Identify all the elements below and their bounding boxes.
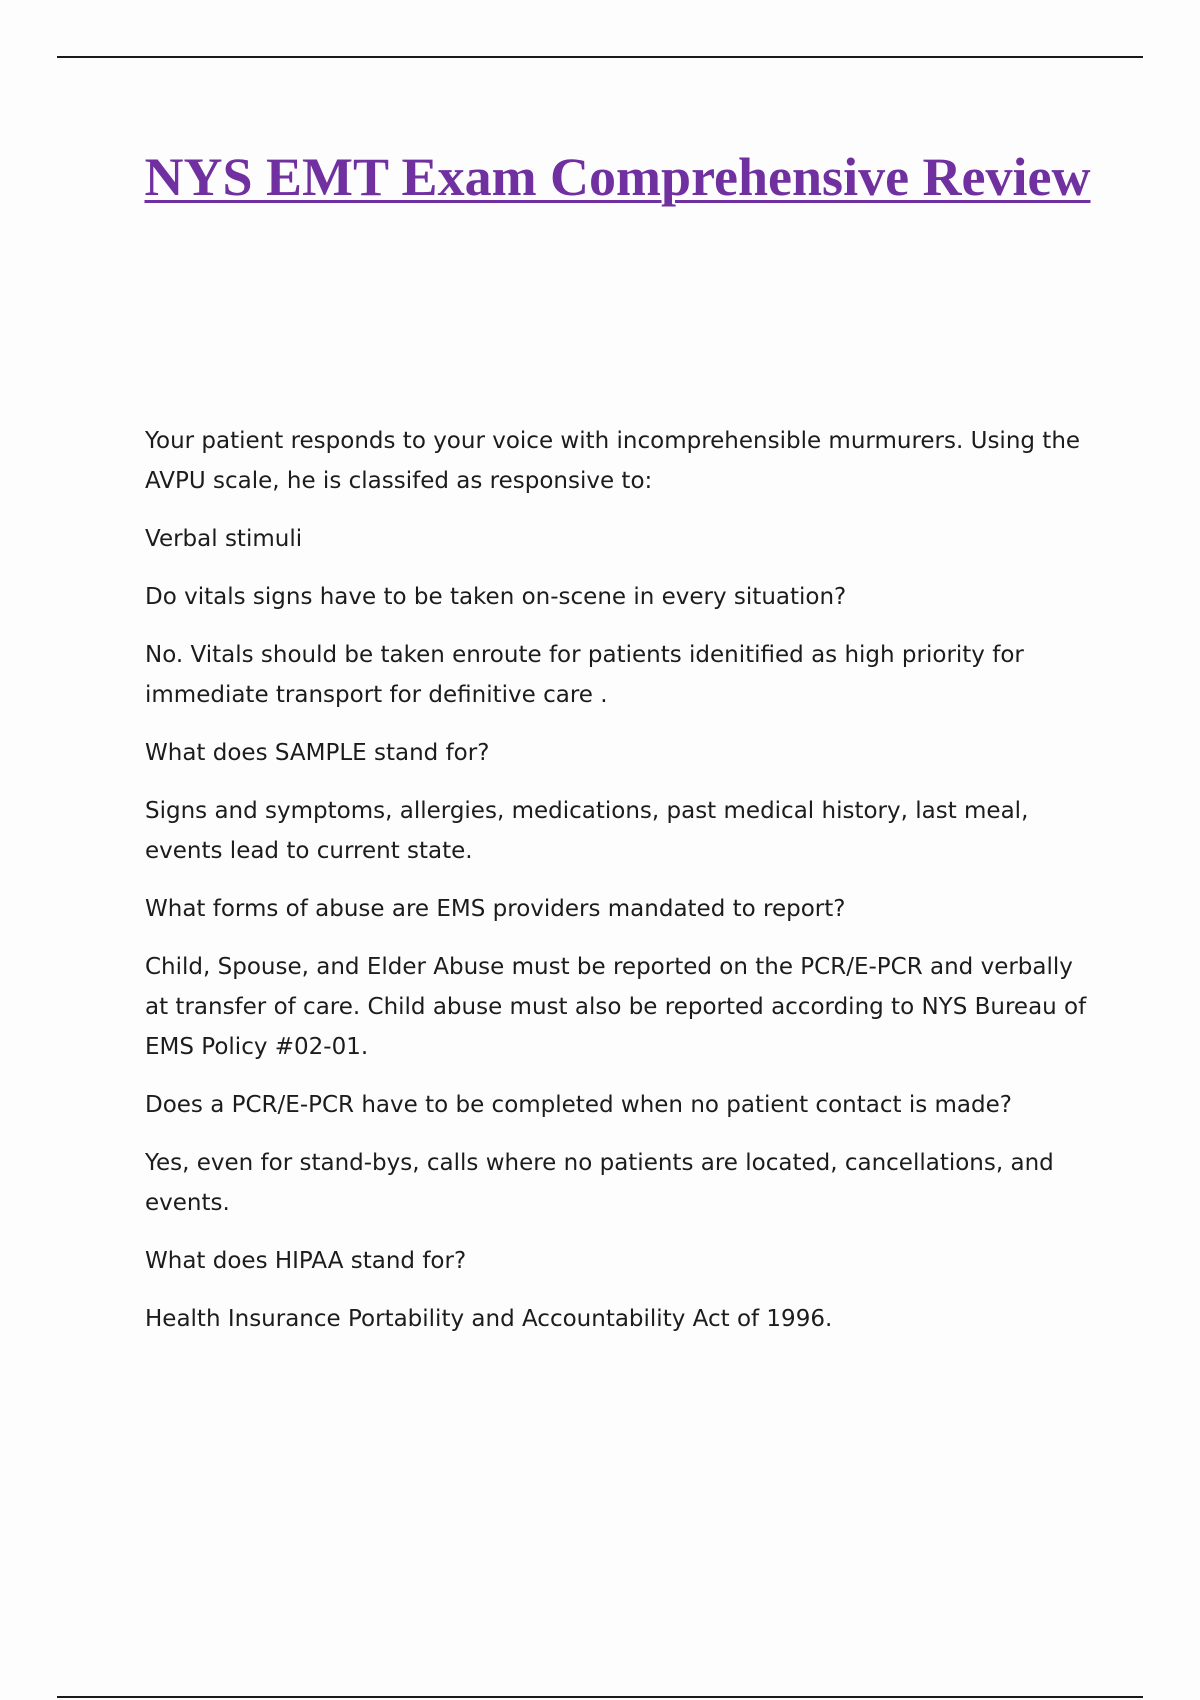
page-title bbox=[100, 145, 1135, 209]
answer-6: Health Insurance Portability and Accountability Act of 1996. bbox=[145, 1306, 833, 1332]
question-6: What does HIPAA stand for? bbox=[145, 1248, 467, 1274]
question-3: What does SAMPLE stand for? bbox=[145, 740, 490, 766]
question-1: Your patient responds to your voice with incomprehensible murmurers. Using the AVPU scale, he is classifed as responsive to: bbox=[145, 428, 1081, 494]
answer-3: Signs and symptoms, allergies, medications, past medical history, last meal, events lead to current state. bbox=[145, 798, 1029, 864]
page-title-text: NYS EMT Exam Comprehensive Review bbox=[144, 147, 1091, 207]
answer-1: Verbal stimuli bbox=[145, 526, 303, 552]
top-divider bbox=[57, 56, 1143, 58]
question-4: What forms of abuse are EMS providers mandated to report? bbox=[145, 896, 846, 922]
answer-5: Yes, even for stand-bys, calls where no patients are located, cancellations, and events. bbox=[145, 1150, 1054, 1216]
answer-2: No. Vitals should be taken enroute for patients idenitified as high priority for immediate transport for definitive care . bbox=[145, 642, 1024, 708]
qa-list bbox=[145, 421, 1090, 1357]
question-2: Do vitals signs have to be taken on-scene in every situation? bbox=[145, 584, 847, 610]
bottom-divider bbox=[57, 1696, 1143, 1698]
question-5: Does a PCR/E-PCR have to be completed when no patient contact is made? bbox=[145, 1092, 1012, 1118]
answer-4: Child, Spouse, and Elder Abuse must be reported on the PCR/E-PCR and verbally at transfer of care. Child abuse must also be reported according to NYS Bureau of EMS Policy #02-01. bbox=[145, 954, 1087, 1060]
